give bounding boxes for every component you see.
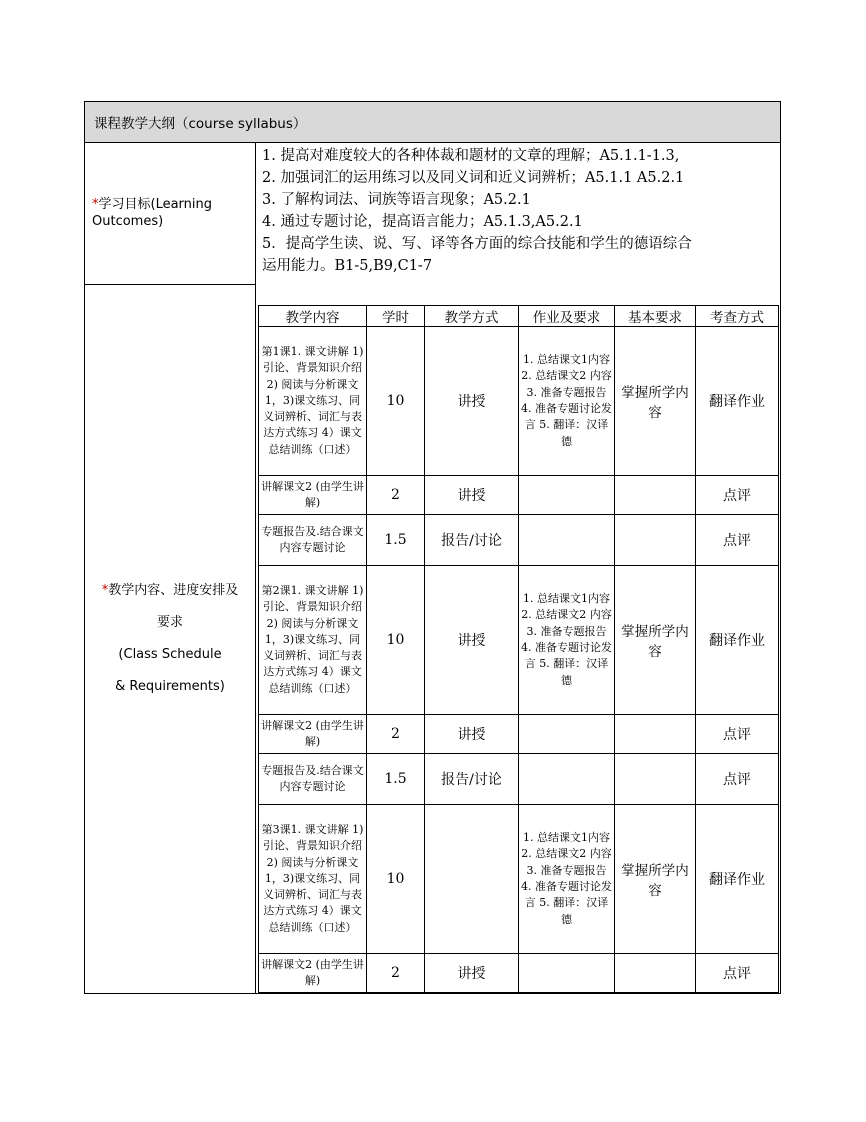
hours-cell: 2: [367, 715, 425, 754]
column-header: 教学方式: [425, 306, 519, 327]
table-row: [259, 954, 779, 993]
schedule-header-row: [259, 306, 779, 327]
basic-requirement-cell: 掌握所学内容: [615, 566, 696, 715]
outcome-line: 运用能力。B1-5,B9,C1-7: [262, 258, 433, 274]
basic-requirement-cell: [615, 715, 696, 754]
content-cell: 第1课1. 课文讲解 1)引论、背景知识介绍 2) 阅读与分析课文1，3)课文练习、同义词辨析、词汇与表达方式练习 4）课文总结训练（口述）: [259, 327, 367, 476]
goals-label-cell: [85, 143, 256, 285]
homework-cell: 1. 总结课文1内容 2. 总结课文2 内容 3. 准备专题报告 4. 准备专题讨论发言 5. 翻译：汉译德: [519, 327, 615, 476]
table-row: [259, 805, 779, 954]
goals-label-en: Outcomes): [92, 214, 164, 230]
method-cell: 讲授: [425, 327, 519, 476]
hours-cell: 2: [367, 476, 425, 515]
homework-cell: [519, 954, 615, 993]
basic-requirement-cell: [615, 954, 696, 993]
basic-requirement-cell: [615, 515, 696, 566]
schedule-table: [258, 305, 779, 993]
content-cell: 第3课1. 课文讲解 1)引论、背景知识介绍 2) 阅读与分析课文1，3)课文练习、同义词辨析、词汇与表达方式练习 4）课文总结训练（口述）: [259, 805, 367, 954]
hours-cell: 10: [367, 805, 425, 954]
schedule-label-line: & Requirements): [115, 678, 225, 694]
required-star: *: [101, 582, 109, 598]
homework-cell: [519, 754, 615, 805]
hours-cell: 10: [367, 327, 425, 476]
homework-cell: [519, 715, 615, 754]
content-cell: 专题报告及.结合课文内容专题讨论: [259, 515, 367, 566]
schedule-label-cn: 教学内容、进度安排及: [108, 582, 239, 598]
method-cell: 讲授: [425, 566, 519, 715]
required-star: *: [92, 197, 99, 213]
content-cell: 第2课1. 课文讲解 1)引论、背景知识介绍 2) 阅读与分析课文1，3)课文练习、同义词辨析、词汇与表达方式练习 4）课文总结训练（口述）: [259, 566, 367, 715]
table-row: [259, 327, 779, 476]
goals-and-schedule-cell: [256, 143, 781, 994]
outcome-line: 4. 通过专题讨论，提高语言能力；A5.1.3,A5.2.1: [262, 214, 583, 230]
column-header: 考查方式: [696, 306, 779, 327]
hours-cell: 2: [367, 954, 425, 993]
homework-cell: [519, 476, 615, 515]
schedule-label-line: (Class Schedule: [118, 646, 222, 662]
syllabus-header: 课程教学大纲（course syllabus）: [85, 102, 781, 143]
assessment-cell: 翻译作业: [696, 327, 779, 476]
syllabus-table: [84, 101, 781, 994]
method-cell: 报告/讨论: [425, 515, 519, 566]
assessment-cell: 翻译作业: [696, 566, 779, 715]
table-row: [259, 476, 779, 515]
method-cell: [425, 805, 519, 954]
basic-requirement-cell: [615, 754, 696, 805]
assessment-cell: 点评: [696, 715, 779, 754]
schedule-label-cell: [85, 284, 256, 993]
method-cell: 讲授: [425, 476, 519, 515]
content-cell: 讲解课文2 (由学生讲解): [259, 476, 367, 515]
syllabus-document: [84, 101, 780, 994]
schedule-label-line: 要求: [156, 614, 183, 630]
basic-requirement-cell: 掌握所学内容: [615, 327, 696, 476]
assessment-cell: 点评: [696, 754, 779, 805]
hours-cell: 1.5: [367, 754, 425, 805]
method-cell: 报告/讨论: [425, 754, 519, 805]
method-cell: 讲授: [425, 954, 519, 993]
column-header: 学时: [367, 306, 425, 327]
assessment-cell: 点评: [696, 954, 779, 993]
column-header: 基本要求: [615, 306, 696, 327]
outcome-line: 3. 了解构词法、词族等语言现象；A5.2.1: [262, 192, 531, 208]
basic-requirement-cell: [615, 476, 696, 515]
assessment-cell: 点评: [696, 476, 779, 515]
homework-cell: 1. 总结课文1内容 2. 总结课文2 内容 3. 准备专题报告 4. 准备专题讨论发言 5. 翻译：汉译德: [519, 566, 615, 715]
hours-cell: 1.5: [367, 515, 425, 566]
table-row: [259, 754, 779, 805]
table-row: [259, 515, 779, 566]
content-cell: 专题报告及.结合课文内容专题讨论: [259, 754, 367, 805]
outcome-line: 2. 加强词汇的运用练习以及同义词和近义词辨析；A5.1.1 A5.2.1: [262, 170, 685, 186]
content-cell: 讲解课文2 (由学生讲解): [259, 954, 367, 993]
assessment-cell: 翻译作业: [696, 805, 779, 954]
goals-label-cn: 学习目标(Learning: [98, 197, 213, 213]
table-row: [259, 566, 779, 715]
schedule-label-line: [85, 575, 255, 607]
learning-outcomes: [256, 143, 780, 277]
homework-cell: [519, 515, 615, 566]
outcome-line: 5．提高学生读、说、写、译等各方面的综合技能和学生的德语综合: [262, 236, 692, 252]
homework-cell: 1. 总结课文1内容 2. 总结课文2 内容 3. 准备专题报告 4. 准备专题讨论发言 5. 翻译：汉译德: [519, 805, 615, 954]
column-header: 教学内容: [259, 306, 367, 327]
column-header: 作业及要求: [519, 306, 615, 327]
table-row: [259, 715, 779, 754]
method-cell: 讲授: [425, 715, 519, 754]
content-cell: 讲解课文2 (由学生讲解): [259, 715, 367, 754]
outcome-line: 1. 提高对难度较大的各种体裁和题材的文章的理解；A5.1.1-1.3,: [262, 148, 680, 164]
basic-requirement-cell: 掌握所学内容: [615, 805, 696, 954]
assessment-cell: 点评: [696, 515, 779, 566]
hours-cell: 10: [367, 566, 425, 715]
